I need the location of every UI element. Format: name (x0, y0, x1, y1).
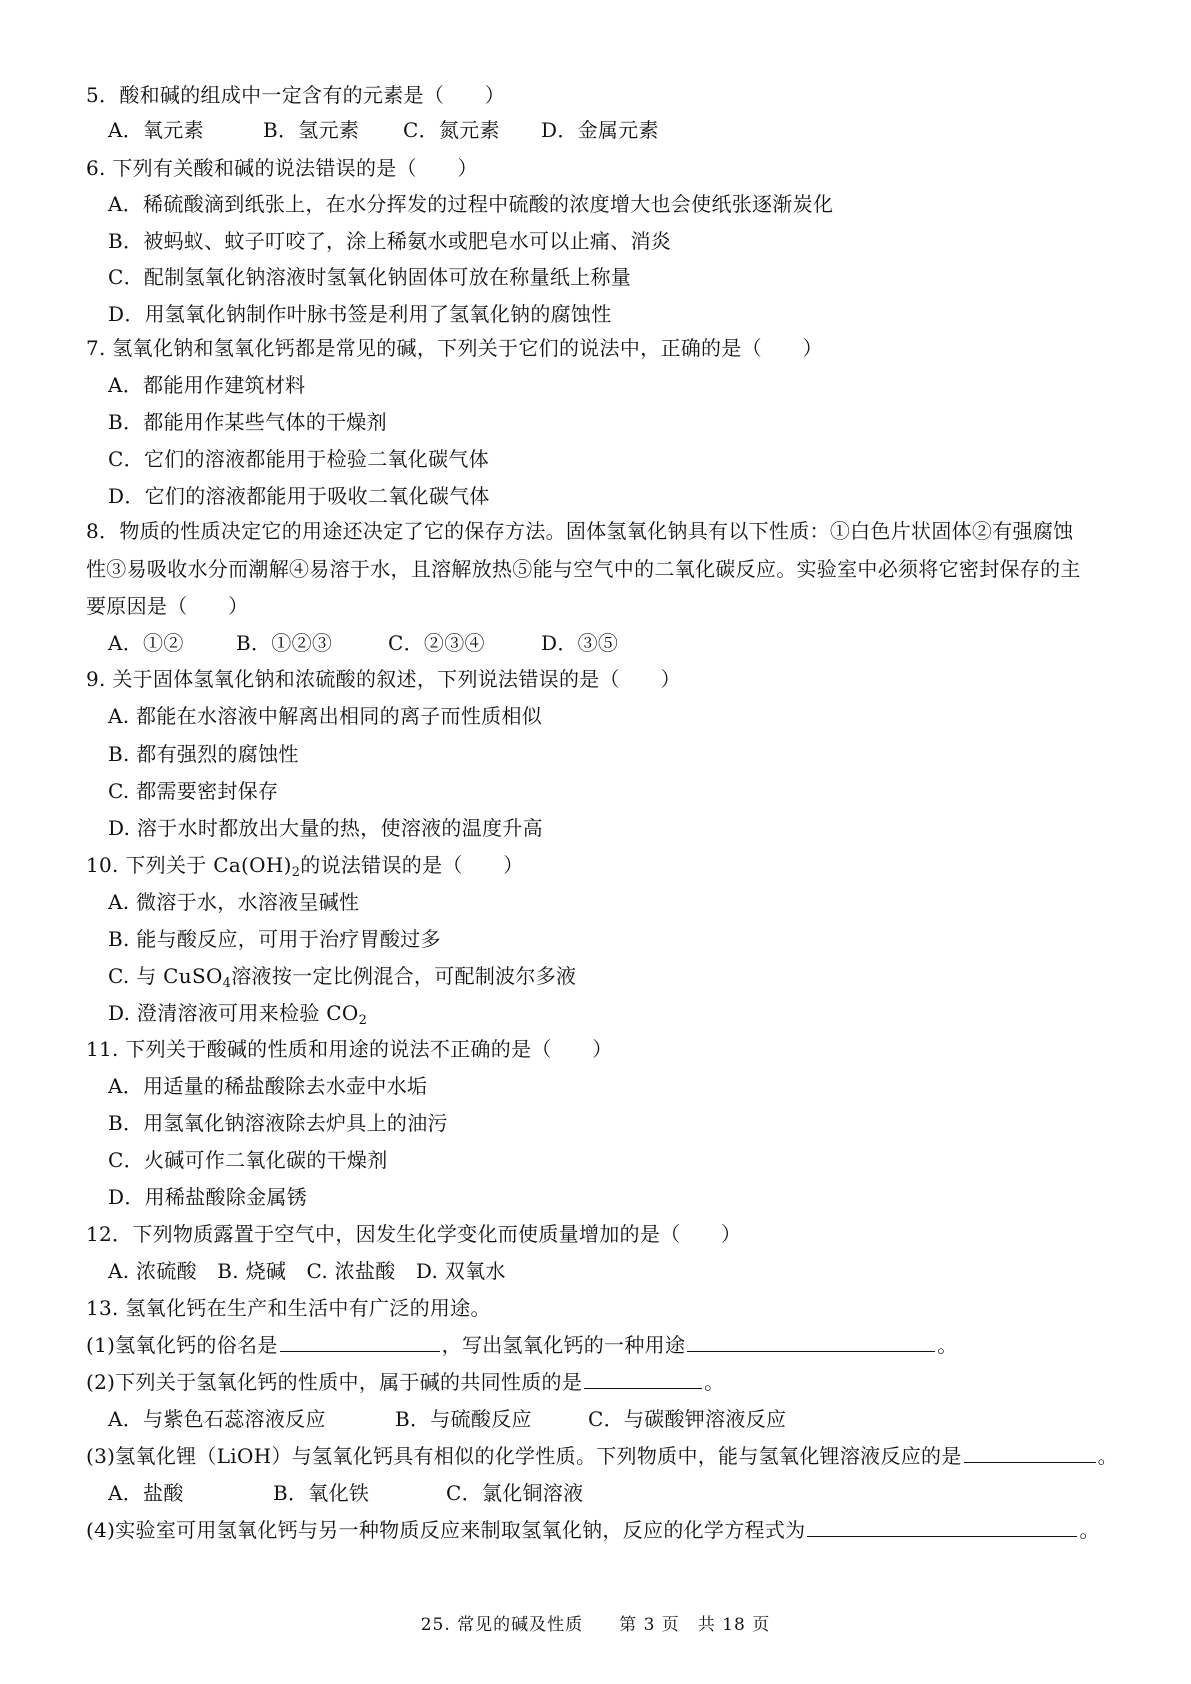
question-5-options (108, 117, 659, 143)
question-13-part-4: (4)实验室可用氢氧化钙与另一种物质反应来制取氢氧化钠，反应的化学方程式为 。 (86, 1518, 1100, 1542)
option-c: C．氮元素 (403, 118, 500, 142)
page-footer: 25. 常见的碱及性质 第 3 页 共 18 页 (420, 1615, 771, 1635)
option-a: A．盐酸 (108, 1481, 184, 1505)
option-d: D．金属元素 (541, 118, 659, 142)
question-13-part-1: (1)氢氧化钙的俗名是 ，写出氢氧化钙的一种用途 。 (86, 1333, 958, 1357)
answer-blank[interactable] (280, 1333, 440, 1352)
question-12-stem: 12．下列物质露置于空气中，因发生化学变化而使质量增加的是（ ） (86, 1222, 742, 1246)
answer-blank[interactable] (807, 1518, 1077, 1537)
question-9-option-a: A. 都能在水溶液中解离出相同的离子而性质相似 (108, 704, 543, 728)
option-d: D．③⑤ (541, 631, 619, 655)
answer-blank[interactable] (964, 1444, 1096, 1463)
question-5-stem: 5．酸和碱的组成中一定含有的元素是（ ） (86, 83, 506, 107)
option-a: A．氧元素 (108, 118, 204, 142)
question-6-option-d: D．用氢氧化钠制作叶脉书签是利用了氢氧化钠的腐蚀性 (108, 302, 612, 326)
question-13-part-3-options (108, 1480, 583, 1506)
question-9-option-c: C. 都需要密封保存 (108, 779, 279, 803)
option-c: C．与碳酸钾溶液反应 (588, 1407, 787, 1431)
question-10-option-c: C. 与 CuSO$_4$溶液按一定比例混合，可配制波尔多液 (108, 964, 577, 991)
question-9-stem: 9. 关于固体氢氧化钠和浓硫酸的叙述，下列说法错误的是（ ） (86, 667, 681, 691)
question-6-option-a: A．稀硫酸滴到纸张上，在水分挥发的过程中硫酸的浓度增大也会使纸张逐渐炭化 (108, 192, 834, 216)
question-9-option-b: B. 都有强烈的腐蚀性 (108, 742, 299, 766)
question-11-option-d: D．用稀盐酸除金属锈 (108, 1185, 308, 1209)
option-b: B．与硫酸反应 (395, 1407, 532, 1431)
question-6-option-c: C．配制氢氧化钠溶液时氢氧化钠固体可放在称量纸上称量 (108, 265, 632, 289)
question-10-option-a: A. 微溶于水，水溶液呈碱性 (108, 890, 360, 914)
question-7-option-c: C．它们的溶液都能用于检验二氧化碳气体 (108, 447, 490, 471)
answer-blank[interactable] (584, 1370, 702, 1389)
question-8-stem-line-3: 要原因是（ ） (86, 594, 249, 618)
question-10-stem: 10. 下列关于 $Ca(OH)_2$的说法错误的是（ ） (86, 853, 524, 880)
question-7-option-b: B．都能用作某些气体的干燥剂 (108, 410, 387, 434)
question-8-stem-line-1: 8．物质的性质决定它的用途还决定了它的保存方法。固体氢氧化钠具有以下性质：①白色片状固体②有强腐蚀 (86, 519, 1074, 543)
option-c: C．氯化铜溶液 (446, 1481, 584, 1505)
option-a: A．与紫色石蕊溶液反应 (108, 1407, 326, 1431)
question-11-option-a: A．用适量的稀盐酸除去水壶中水垢 (108, 1074, 428, 1098)
option-a: A．①② (108, 631, 184, 655)
question-13-part-3: (3)氢氧化锂（LiOH）与氢氧化钙具有相似的化学性质。下列物质中，能与氢氧化锂溶液反应的是 。 (86, 1444, 1118, 1468)
question-11-option-c: C．火碱可作二氧化碳的干燥剂 (108, 1148, 388, 1172)
question-10-option-d: D. 澄清溶液可用来检验 $CO_2$ (108, 1001, 368, 1028)
question-13-part-2: (2)下列关于氢氧化钙的性质中，属于碱的共同性质的是 。 (86, 1370, 725, 1394)
question-6-option-b: B．被蚂蚁、蚊子叮咬了，涂上稀氨水或肥皂水可以止痛、消炎 (108, 229, 672, 253)
question-7-option-d: D．它们的溶液都能用于吸收二氧化碳气体 (108, 484, 490, 508)
question-13-stem: 13. 氢氧化钙在生产和生活中有广泛的用途。 (86, 1296, 491, 1320)
answer-blank[interactable] (687, 1333, 935, 1352)
question-10-option-b: B. 能与酸反应，可用于治疗胃酸过多 (108, 927, 441, 951)
option-b: B．①②③ (236, 631, 333, 655)
option-b: B．氧化铁 (273, 1481, 370, 1505)
question-7-option-a: A．都能用作建筑材料 (108, 373, 306, 397)
option-b: B．氢元素 (263, 118, 360, 142)
question-11-option-b: B．用氢氧化钠溶液除去炉具上的油污 (108, 1111, 448, 1135)
question-9-option-d: D. 溶于水时都放出大量的热，使溶液的温度升高 (108, 816, 543, 840)
option-c: C．②③④ (388, 631, 485, 655)
question-6-stem: 6. 下列有关酸和碱的说法错误的是（ ） (86, 156, 478, 180)
question-7-stem: 7. 氢氧化钠和氢氧化钙都是常见的碱，下列关于它们的说法中，正确的是（ ） (86, 336, 823, 360)
question-11-stem: 11. 下列关于酸碱的性质和用途的说法不正确的是（ ） (86, 1037, 613, 1061)
question-8-stem-line-2: 性③易吸收水分而潮解④易溶于水，且溶解放热⑤能与空气中的二氧化碳反应。实验室中必须将它密封保存的主 (86, 557, 1081, 581)
question-8-options (108, 630, 618, 656)
question-12-options: A. 浓硫酸 B. 烧碱 C. 浓盐酸 D. 双氧水 (108, 1259, 506, 1283)
question-13-part-2-options (108, 1406, 786, 1432)
